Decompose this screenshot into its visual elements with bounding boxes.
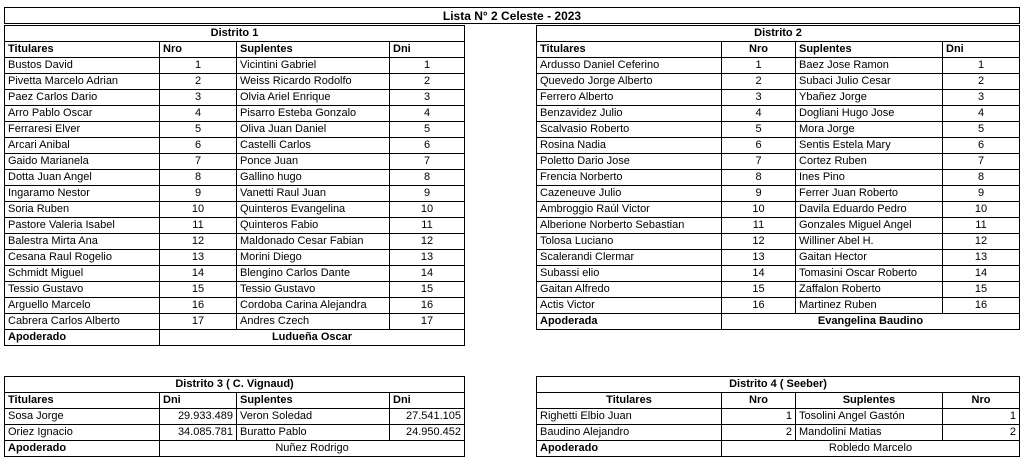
titular-name: Quevedo Jorge Alberto [537,74,722,90]
titular-name: Alberione Norberto Sebastian [537,218,722,234]
table-row [5,106,465,122]
table-row [537,58,1020,74]
list-title: Lista N° 2 Celeste - 2023 [4,7,1020,24]
suplente-name: Martinez Ruben [796,298,943,314]
titular-name: Dotta Juan Angel [5,170,160,186]
titular-nro: 12 [160,234,237,250]
header-suplentes: Suplentes [237,393,390,409]
suplente-nro: 7 [943,154,1020,170]
table-row [5,218,465,234]
suplente-name: Vanetti Raul Juan [237,186,390,202]
titular-name: Ferrero Alberto [537,90,722,106]
table-row [5,74,465,90]
titular-nro: 17 [160,314,237,330]
suplente-nro: 11 [390,218,465,234]
titular-nro: 2 [722,74,796,90]
titular-nro: 2 [160,74,237,90]
suplente-nro: 1 [390,58,465,74]
suplente-nro: 14 [943,266,1020,282]
table-row [5,58,465,74]
table-row [537,186,1020,202]
table-row [5,425,465,441]
titular-name: Poletto Dario Jose [537,154,722,170]
titular-nro: 16 [160,298,237,314]
table-row [5,298,465,314]
suplente-nro: 2 [390,74,465,90]
titular-nro: 9 [160,186,237,202]
district-1-table [4,25,465,346]
titular-name: Cesana Raul Rogelio [5,250,160,266]
suplente-name: Cortez Ruben [796,154,943,170]
district-4-table [536,376,1020,457]
titular-nro: 3 [160,90,237,106]
apoderada-name: Evangelina Baudino [722,314,1020,330]
header-dni: Dni [390,42,465,58]
suplente-name: Gaitan Hector [796,250,943,266]
header-dni: Dni [943,42,1020,58]
district-2-block [536,25,1020,330]
header-titulares: Titulares [5,393,160,409]
table-row [5,282,465,298]
titular-nro: 14 [722,266,796,282]
table-row [5,90,465,106]
apoderada-label: Apoderada [537,314,722,330]
header-dni: Dni [390,393,465,409]
table-row [5,202,465,218]
titular-nro: 12 [722,234,796,250]
titular-nro: 16 [722,298,796,314]
suplente-name: Weiss Ricardo Rodolfo [237,74,390,90]
titular-nro: 2 [722,425,796,441]
titular-name: Tolosa Luciano [537,234,722,250]
titular-nro: 5 [160,122,237,138]
suplente-name: Castelli Carlos [237,138,390,154]
suplente-nro: 12 [943,234,1020,250]
titular-nro: 15 [722,282,796,298]
suplente-name: Vicintini Gabriel [237,58,390,74]
titular-nro: 7 [722,154,796,170]
table-row [5,234,465,250]
table-row [537,154,1020,170]
suplente-nro: 6 [943,138,1020,154]
suplente-name: Blengino Carlos Dante [237,266,390,282]
table-row [537,202,1020,218]
table-row [537,90,1020,106]
table-row [5,154,465,170]
suplente-name: Williner Abel H. [796,234,943,250]
district-3-title: Distrito 3 ( C. Vignaud) [5,377,465,393]
suplente-name: Maldonado Cesar Fabian [237,234,390,250]
suplente-nro: 3 [390,90,465,106]
titular-name: Ambroggio Raúl Victor [537,202,722,218]
titular-name: Cazeneuve Julio [537,186,722,202]
titular-nro: 10 [722,202,796,218]
titular-nro: 11 [722,218,796,234]
suplente-nro: 15 [943,282,1020,298]
suplente-name: Andres Czech [237,314,390,330]
table-row [537,425,1020,441]
suplente-nro: 8 [943,170,1020,186]
titular-nro: 9 [722,186,796,202]
suplente-nro: 2 [943,74,1020,90]
titular-name: Actis Victor [537,298,722,314]
suplente-name: Cordoba Carina Alejandra [237,298,390,314]
titular-name: Ingaramo Nestor [5,186,160,202]
header-suplentes: Suplentes [237,42,390,58]
suplente-name: Morini Diego [237,250,390,266]
titular-name: Balestra Mirta Ana [5,234,160,250]
titular-name: Righetti Elbio Juan [537,409,722,425]
suplente-name: Baez Jose Ramon [796,58,943,74]
suplente-nro: 7 [390,154,465,170]
suplente-name: Tosolini Angel Gastón [796,409,943,425]
table-row [537,266,1020,282]
titular-name: Scalerandi Clermar [537,250,722,266]
suplente-nro: 9 [390,186,465,202]
table-row [5,314,465,330]
table-row [537,138,1020,154]
titular-name: Scalvasio Roberto [537,122,722,138]
titular-nro: 1 [722,409,796,425]
suplente-nro: 6 [390,138,465,154]
titular-nro: 34.085.781 [160,425,237,441]
titular-name: Gaitan Alfredo [537,282,722,298]
titular-name: Baudino Alejandro [537,425,722,441]
header-nro: Nro [160,42,237,58]
titular-nro: 11 [160,218,237,234]
titular-name: Ferraresi Elver [5,122,160,138]
header-dni: Dni [160,393,237,409]
suplente-nro: 1 [943,58,1020,74]
titular-nro: 13 [160,250,237,266]
suplente-nro: 1 [943,409,1020,425]
header-titulares: Titulares [5,42,160,58]
table-row [537,298,1020,314]
titular-name: Paez Carlos Dario [5,90,160,106]
header-nro: Nro [722,393,796,409]
titular-name: Arro Pablo Oscar [5,106,160,122]
suplente-name: Quinteros Evangelina [237,202,390,218]
titular-name: Sosa Jorge [5,409,160,425]
titular-name: Bustos David [5,58,160,74]
suplente-nro: 16 [390,298,465,314]
suplente-nro: 15 [390,282,465,298]
district-1-title: Distrito 1 [5,26,465,42]
titular-nro: 10 [160,202,237,218]
apoderado-name: Nuñez Rodrigo [160,441,465,457]
titular-nro: 3 [722,90,796,106]
header-suplentes: Suplentes [796,393,943,409]
header-suplentes: Suplentes [796,42,943,58]
suplente-name: Ybañez Jorge [796,90,943,106]
suplente-name: Ponce Juan [237,154,390,170]
table-row [5,409,465,425]
suplente-nro: 13 [390,250,465,266]
titular-name: Rosina Nadia [537,138,722,154]
titular-nro: 14 [160,266,237,282]
titular-nro: 8 [722,170,796,186]
apoderado-name: Robledo Marcelo [722,441,1020,457]
titular-name: Tessio Gustavo [5,282,160,298]
header-titulares: Titulares [537,42,722,58]
suplente-nro: 12 [390,234,465,250]
titular-nro: 4 [722,106,796,122]
suplente-name: Sentis Estela Mary [796,138,943,154]
titular-nro: 6 [722,138,796,154]
suplente-nro: 27.541.105 [390,409,465,425]
suplente-nro: 4 [390,106,465,122]
titular-nro: 4 [160,106,237,122]
suplente-nro: 11 [943,218,1020,234]
suplente-name: Veron Soledad [237,409,390,425]
suplente-name: Zaffalon Roberto [796,282,943,298]
table-row [537,218,1020,234]
district-2-table [536,25,1020,330]
suplente-nro: 9 [943,186,1020,202]
titular-nro: 7 [160,154,237,170]
header-nro: Nro [722,42,796,58]
suplente-name: Subaci Julio Cesar [796,74,943,90]
table-row [537,106,1020,122]
district-4-title: Distrito 4 ( Seeber) [537,377,1020,393]
suplente-name: Mora Jorge [796,122,943,138]
apoderado-label: Apoderado [537,441,722,457]
suplente-name: Gonzales Miguel Angel [796,218,943,234]
titular-nro: 5 [722,122,796,138]
table-row [5,138,465,154]
titular-nro: 8 [160,170,237,186]
suplente-name: Gallino hugo [237,170,390,186]
suplente-nro: 10 [390,202,465,218]
suplente-nro: 2 [943,425,1020,441]
table-row [5,250,465,266]
suplente-name: Davila Eduardo Pedro [796,202,943,218]
suplente-name: Ines Pino [796,170,943,186]
district-4-block [536,376,1020,457]
suplente-nro: 24.950.452 [390,425,465,441]
table-row [537,234,1020,250]
suplente-name: Pisarro Esteba Gonzalo [237,106,390,122]
suplente-name: Oliva Juan Daniel [237,122,390,138]
table-row [5,266,465,282]
titular-nro: 1 [160,58,237,74]
table-row [537,122,1020,138]
titular-name: Schmidt Miguel [5,266,160,282]
apoderado-label: Apoderado [5,441,160,457]
table-row [5,122,465,138]
district-1-block [4,25,465,346]
suplente-name: Olvia Ariel Enrique [237,90,390,106]
apoderado-label: Apoderado [5,330,160,346]
suplente-nro: 10 [943,202,1020,218]
suplente-name: Mandolini Matias [796,425,943,441]
table-row [537,74,1020,90]
suplente-nro: 13 [943,250,1020,266]
titular-name: Benzavidez Julio [537,106,722,122]
apoderado-name: Ludueña Oscar [160,330,465,346]
suplente-nro: 8 [390,170,465,186]
titular-nro: 13 [722,250,796,266]
table-row [537,250,1020,266]
titular-nro: 29.933.489 [160,409,237,425]
table-row [537,409,1020,425]
titular-name: Pastore Valeria Isabel [5,218,160,234]
suplente-nro: 16 [943,298,1020,314]
suplente-name: Dogliani Hugo Jose [796,106,943,122]
suplente-nro: 14 [390,266,465,282]
suplente-nro: 3 [943,90,1020,106]
suplente-name: Tomasini Oscar Roberto [796,266,943,282]
table-row [5,186,465,202]
titular-name: Arcari Anibal [5,138,160,154]
suplente-nro: 5 [390,122,465,138]
suplente-nro: 5 [943,122,1020,138]
district-3-block [4,376,465,457]
titular-nro: 15 [160,282,237,298]
titular-name: Soria Ruben [5,202,160,218]
district-3-table [4,376,465,457]
suplente-nro: 4 [943,106,1020,122]
table-row [537,282,1020,298]
titular-name: Ardusso Daniel Ceferino [537,58,722,74]
titular-name: Gaido Marianela [5,154,160,170]
suplente-name: Buratto Pablo [237,425,390,441]
titular-name: Pivetta Marcelo Adrian [5,74,160,90]
suplente-name: Ferrer Juan Roberto [796,186,943,202]
table-row [537,170,1020,186]
titular-nro: 6 [160,138,237,154]
header-nro: Nro [943,393,1020,409]
header-titulares: Titulares [537,393,722,409]
titular-name: Frencia Norberto [537,170,722,186]
titular-name: Arguello Marcelo [5,298,160,314]
titular-name: Subassi elio [537,266,722,282]
suplente-nro: 17 [390,314,465,330]
suplente-name: Quinteros Fabio [237,218,390,234]
table-row [5,170,465,186]
district-2-title: Distrito 2 [537,26,1020,42]
titular-name: Oriez Ignacio [5,425,160,441]
titular-nro: 1 [722,58,796,74]
titular-name: Cabrera Carlos Alberto [5,314,160,330]
suplente-name: Tessio Gustavo [237,282,390,298]
